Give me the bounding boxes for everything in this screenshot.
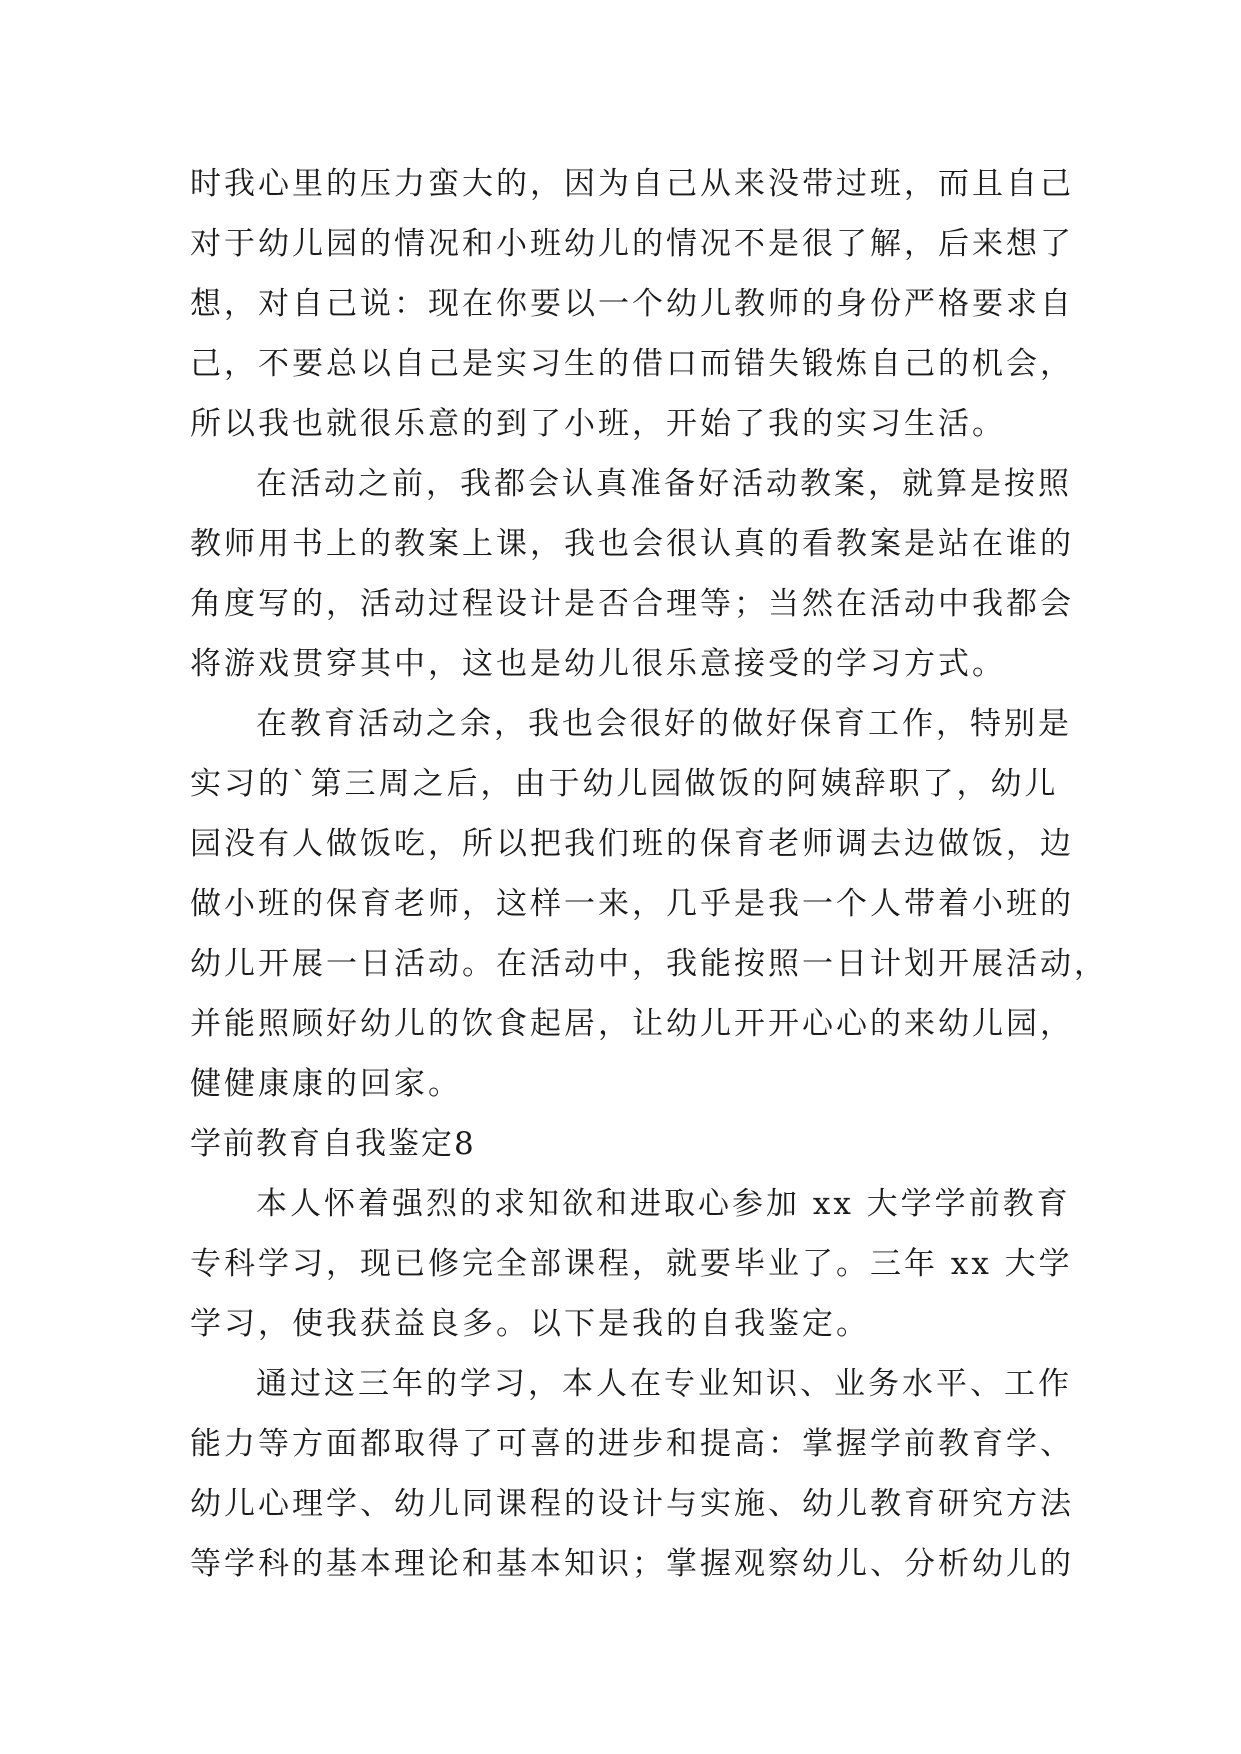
text-line: 时我心里的压力蛮大的，因为自己从来没带过班，而且自己 <box>190 166 1074 202</box>
paragraph-first-line: 通过这三年的学习，本人在专业知识、业务水平、工作 <box>256 1366 1072 1402</box>
text-line: 所以我也就很乐意的到了小班，开始了我的实习生活。 <box>190 406 1006 442</box>
paragraph-first-line: 在教育活动之余，我也会很好的做好保育工作，特别是 <box>256 706 1072 742</box>
text-line: 园没有人做饭吃，所以把我们班的保育老师调去边做饭，边 <box>190 826 1074 862</box>
text-line: 教师用书上的教案上课，我也会很认真的看教案是站在谁的 <box>190 526 1074 562</box>
body-text <box>190 154 1108 1594</box>
text-line: 做小班的保育老师，这样一来，几乎是我一个人带着小班的 <box>190 886 1074 922</box>
text-line: 健健康康的回家。 <box>190 1066 462 1102</box>
text-line: 并能照顾好幼儿的饮食起居，让幼儿开开心心的来幼儿园， <box>190 1006 1074 1042</box>
text-line: 专科学习，现已修完全部课程，就要毕业了。三年 xx 大学 <box>190 1246 1073 1282</box>
text-line: 等学科的基本理论和基本知识；掌握观察幼儿、分析幼儿的 <box>190 1546 1074 1582</box>
paragraph-first-line: 本人怀着强烈的求知欲和进取心参加 xx 大学学前教育 <box>256 1186 1071 1222</box>
text-line: 对于幼儿园的情况和小班幼儿的情况不是很了解，后来想了 <box>190 226 1074 262</box>
text-line: 幼儿心理学、幼儿同课程的设计与实施、幼儿教育研究方法 <box>190 1486 1074 1522</box>
text-line: 角度写的，活动过程设计是否合理等；当然在活动中我都会 <box>190 586 1074 622</box>
text-line: 想，对自己说：现在你要以一个幼儿教师的身份严格要求自 <box>190 286 1074 322</box>
paragraph-first-line: 在活动之前，我都会认真准备好活动教案，就算是按照 <box>256 466 1072 502</box>
section-heading: 学前教育自我鉴定8 <box>190 1126 476 1162</box>
text-line: 将游戏贯穿其中，这也是幼儿很乐意接受的学习方式。 <box>190 646 1006 682</box>
text-line: 己，不要总以自己是实习生的借口而错失锻炼自己的机会， <box>190 346 1074 382</box>
text-line: 学习，使我获益良多。以下是我的自我鉴定。 <box>190 1306 870 1342</box>
text-line: 实习的`第三周之后，由于幼儿园做饭的阿姨辞职了，幼儿 <box>190 766 1059 802</box>
text-line: 能力等方面都取得了可喜的进步和提高：掌握学前教育学、 <box>190 1426 1074 1462</box>
text-line: 幼儿开展一日活动。在活动中，我能按照一日计划开展活动， <box>190 946 1108 982</box>
